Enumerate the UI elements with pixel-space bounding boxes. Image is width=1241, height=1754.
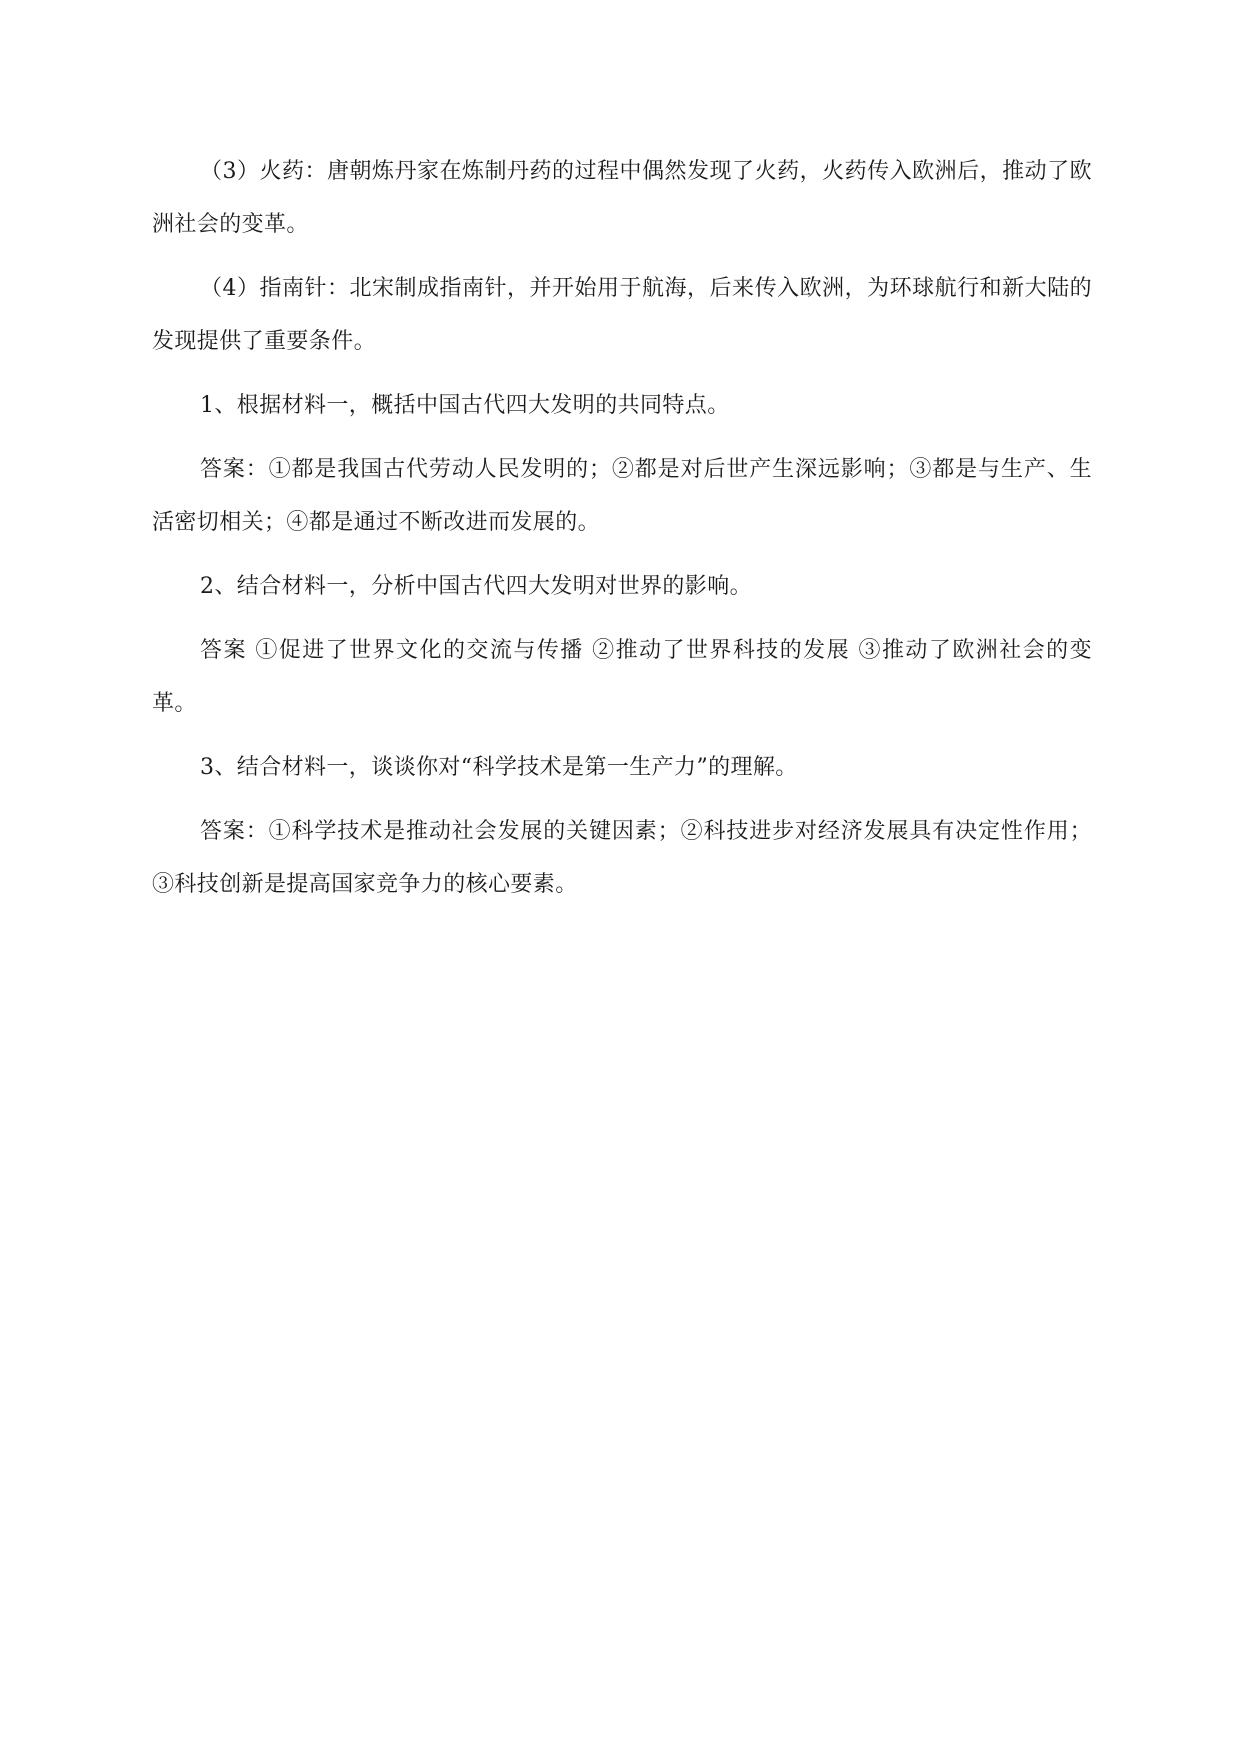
answer-1: 答案：①都是我国古代劳动人民发明的；②都是对后世产生深远影响；③都是与生产、生活密切相关；④都是通过不断改进而发展的。 — [152, 457, 1092, 535]
paragraph-gunpowder: （3）火药：唐朝炼丹家在炼制丹药的过程中偶然发现了火药，火药传入欧洲后，推动了欧洲社会的变革。 — [152, 159, 1092, 237]
question-3: 3、结合材料一，谈谈你对“科学技术是第一生产力”的理解。 — [200, 755, 798, 780]
answer-3: 答案：①科学技术是推动社会发展的关键因素；②科技进步对经济发展具有决定性作用；③科技创新是提高国家竞争力的核心要素。 — [152, 819, 1092, 897]
answer-2: 答案 ①促进了世界文化的交流与传播 ②推动了世界科技的发展 ③推动了欧洲社会的变革。 — [152, 638, 1092, 716]
paragraph-compass: （4）指南针：北宋制成指南针，并开始用于航海，后来传入欧洲，为环球航行和新大陆的发现提供了重要条件。 — [152, 276, 1092, 354]
question-2: 2、结合材料一，分析中国古代四大发明对世界的影响。 — [200, 574, 752, 599]
question-1: 1、根据材料一，概括中国古代四大发明的共同特点。 — [200, 393, 730, 418]
document-body — [152, 145, 1092, 922]
